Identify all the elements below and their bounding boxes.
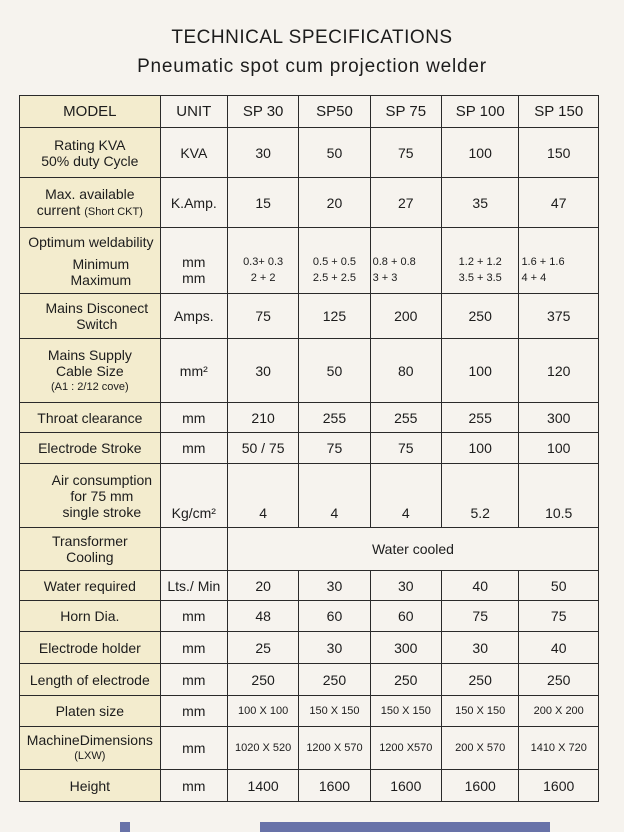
table-row xyxy=(20,770,599,802)
weldability-value xyxy=(370,228,441,294)
air-value: 5.2 xyxy=(441,464,518,528)
rating-label-line2: 50% duty Cycle xyxy=(41,152,139,169)
horn-value: 48 xyxy=(227,601,298,632)
water-value: 20 xyxy=(227,571,298,601)
current-unit: K.Amp. xyxy=(160,178,227,228)
table-row xyxy=(20,601,599,632)
throat-value: 255 xyxy=(299,403,370,433)
stroke-label: Electrode Stroke xyxy=(20,433,161,464)
stroke-value: 100 xyxy=(441,433,518,464)
current-value: 35 xyxy=(441,178,518,228)
horn-value: 75 xyxy=(441,601,518,632)
throat-unit: mm xyxy=(160,403,227,433)
horn-value: 60 xyxy=(370,601,441,632)
model-sp100: SP 100 xyxy=(441,96,518,128)
weldability-value xyxy=(519,228,599,294)
water-value: 50 xyxy=(519,571,599,601)
cable-value: 120 xyxy=(519,339,599,403)
weldability-max-value: 3 + 3 xyxy=(372,271,398,284)
cable-label-line1: Mains Supply xyxy=(47,346,132,363)
cooling-value: Water cooled xyxy=(227,528,598,571)
weldability-max-value: 4 + 4 xyxy=(521,271,547,284)
dims-value: 1020 X 520 xyxy=(227,727,298,770)
air-unit: Kg/cm² xyxy=(160,464,227,528)
dims-value: 200 X 570 xyxy=(441,727,518,770)
switch-unit: Amps. xyxy=(160,294,227,339)
switch-label-line2: Switch xyxy=(76,316,118,332)
rating-value: 30 xyxy=(227,128,298,178)
weldability-label xyxy=(20,228,161,294)
rating-label xyxy=(20,128,161,178)
weldability-min-value: 0.3+ 0.3 xyxy=(243,255,284,268)
table-row xyxy=(20,727,599,770)
current-label-note: (Short CKT) xyxy=(84,205,143,218)
weldability-min-label: Minimum xyxy=(72,255,130,272)
table-row xyxy=(20,664,599,696)
table-row xyxy=(20,128,599,178)
switch-value: 125 xyxy=(299,294,370,339)
cooling-label-line1: Transformer xyxy=(51,533,128,549)
cable-label-line2: Cable Size xyxy=(55,362,124,379)
switch-value: 250 xyxy=(441,294,518,339)
rating-value: 75 xyxy=(370,128,441,178)
air-label xyxy=(20,464,161,528)
air-value: 10.5 xyxy=(519,464,599,528)
table-row xyxy=(20,294,599,339)
holder-unit: mm xyxy=(160,632,227,664)
spec-table xyxy=(19,95,599,802)
holder-value: 25 xyxy=(227,632,298,664)
table-row xyxy=(20,433,599,464)
height-value: 1600 xyxy=(299,770,370,802)
weldability-max-value: 3.5 + 3.5 xyxy=(458,271,502,284)
switch-label xyxy=(20,294,161,339)
air-value: 4 xyxy=(227,464,298,528)
weldability-value xyxy=(441,228,518,294)
dims-value: 1200 X 570 xyxy=(299,727,370,770)
rating-value: 50 xyxy=(299,128,370,178)
page-title: TECHNICAL SPECIFICATIONS xyxy=(171,27,453,48)
water-value: 30 xyxy=(299,571,370,601)
holder-value: 40 xyxy=(519,632,599,664)
water-unit: Lts./ Min xyxy=(160,571,227,601)
rating-label-line1: Rating KVA xyxy=(54,136,126,153)
model-sp30: SP 30 xyxy=(227,96,298,128)
holder-value: 300 xyxy=(370,632,441,664)
model-sp150: SP 150 xyxy=(519,96,599,128)
cable-value: 100 xyxy=(441,339,518,403)
holder-value: 30 xyxy=(299,632,370,664)
air-value: 4 xyxy=(370,464,441,528)
current-value: 15 xyxy=(227,178,298,228)
table-row xyxy=(20,464,599,528)
weldability-min-value: 1.2 + 1.2 xyxy=(458,255,502,268)
cable-label xyxy=(20,339,161,403)
platen-value: 150 X 150 xyxy=(441,696,518,727)
cable-label-line3: (A1 : 2/12 cove) xyxy=(51,380,129,393)
dims-unit: mm xyxy=(160,727,227,770)
weldability-value xyxy=(299,228,370,294)
holder-label: Electrode holder xyxy=(20,632,161,664)
throat-value: 255 xyxy=(370,403,441,433)
cable-value: 80 xyxy=(370,339,441,403)
cable-value: 30 xyxy=(227,339,298,403)
current-value: 27 xyxy=(370,178,441,228)
table-row xyxy=(20,571,599,601)
water-value: 30 xyxy=(370,571,441,601)
height-unit: mm xyxy=(160,770,227,802)
stroke-value: 50 / 75 xyxy=(227,433,298,464)
table-row xyxy=(20,528,599,571)
horn-value: 75 xyxy=(519,601,599,632)
current-label-line2 xyxy=(22,202,158,220)
water-value: 40 xyxy=(441,571,518,601)
rating-unit: KVA xyxy=(160,128,227,178)
current-label xyxy=(20,178,161,228)
current-value: 20 xyxy=(299,178,370,228)
throat-value: 300 xyxy=(519,403,599,433)
weldability-min-value: 0.5 + 0.5 xyxy=(312,255,357,268)
height-value: 1600 xyxy=(519,770,599,802)
length-label: Length of electrode xyxy=(20,664,161,696)
platen-value: 200 X 200 xyxy=(519,696,599,727)
dims-label-line1: MachineDimensions xyxy=(26,732,153,748)
cable-value: 50 xyxy=(299,339,370,403)
switch-value: 75 xyxy=(227,294,298,339)
cable-unit: mm² xyxy=(160,339,227,403)
header-row xyxy=(20,96,599,128)
table-row xyxy=(20,178,599,228)
throat-value: 255 xyxy=(441,403,518,433)
table-row xyxy=(20,632,599,664)
cropped-footer-logo xyxy=(90,822,550,832)
weldability-unit xyxy=(160,228,227,294)
holder-value: 30 xyxy=(441,632,518,664)
length-unit: mm xyxy=(160,664,227,696)
table-row xyxy=(20,696,599,727)
table-row xyxy=(20,339,599,403)
current-value: 47 xyxy=(519,178,599,228)
model-sp75: SP 75 xyxy=(370,96,441,128)
length-value: 250 xyxy=(441,664,518,696)
platen-value: 100 X 100 xyxy=(227,696,298,727)
stroke-value: 100 xyxy=(519,433,599,464)
rating-value: 150 xyxy=(519,128,599,178)
platen-label: Platen size xyxy=(20,696,161,727)
height-value: 1600 xyxy=(441,770,518,802)
weldability-min-unit: mm xyxy=(182,253,206,270)
weldability-max-label: Maximum xyxy=(70,271,132,288)
air-label-line3: single stroke xyxy=(62,503,142,520)
dims-label xyxy=(20,727,161,770)
height-label: Height xyxy=(20,770,161,802)
table-row xyxy=(20,228,599,294)
platen-value: 150 X 150 xyxy=(299,696,370,727)
length-value: 250 xyxy=(227,664,298,696)
cooling-label xyxy=(20,528,161,571)
model-sp50: SP50 xyxy=(299,96,370,128)
stroke-value: 75 xyxy=(370,433,441,464)
model-header: MODEL xyxy=(20,96,161,128)
cooling-label-line2: Cooling xyxy=(66,549,114,565)
weldability-max-unit: mm xyxy=(182,269,206,286)
throat-value: 210 xyxy=(227,403,298,433)
weldability-label-title: Optimum weldability xyxy=(28,233,154,250)
current-label-text: current xyxy=(36,201,81,218)
weldability-value xyxy=(227,228,298,294)
platen-unit: mm xyxy=(160,696,227,727)
throat-label: Throat clearance xyxy=(20,403,161,433)
horn-label: Horn Dia. xyxy=(20,601,161,632)
horn-unit: mm xyxy=(160,601,227,632)
switch-value: 375 xyxy=(519,294,599,339)
length-value: 250 xyxy=(519,664,599,696)
horn-value: 60 xyxy=(299,601,370,632)
switch-value: 200 xyxy=(370,294,441,339)
weldability-max-value: 2.5 + 2.5 xyxy=(312,271,357,284)
cooling-unit xyxy=(160,528,227,571)
air-value: 4 xyxy=(299,464,370,528)
platen-value: 150 X 150 xyxy=(370,696,441,727)
dims-value: 1410 X 720 xyxy=(519,727,599,770)
length-value: 250 xyxy=(370,664,441,696)
dims-label-line2: (LXW) xyxy=(74,750,106,762)
switch-label-line1: Mains Disconect xyxy=(45,300,149,316)
stroke-unit: mm xyxy=(160,433,227,464)
dims-value: 1200 X570 xyxy=(370,727,441,770)
weldability-min-value: 1.6 + 1.6 xyxy=(521,255,565,268)
weldability-max-value: 2 + 2 xyxy=(250,271,276,284)
air-label-line1: Air consumption xyxy=(51,471,153,488)
page-subtitle: Pneumatic spot cum projection welder xyxy=(137,56,487,77)
weldability-min-value: 0.8 + 0.8 xyxy=(372,255,416,268)
stroke-value: 75 xyxy=(299,433,370,464)
length-value: 250 xyxy=(299,664,370,696)
unit-header: UNIT xyxy=(160,96,227,128)
water-label: Water required xyxy=(20,571,161,601)
current-label-line1: Max. available xyxy=(45,185,135,202)
table-row xyxy=(20,403,599,433)
air-label-line2: for 75 mm xyxy=(70,487,134,504)
rating-value: 100 xyxy=(441,128,518,178)
height-value: 1400 xyxy=(227,770,298,802)
height-value: 1600 xyxy=(370,770,441,802)
